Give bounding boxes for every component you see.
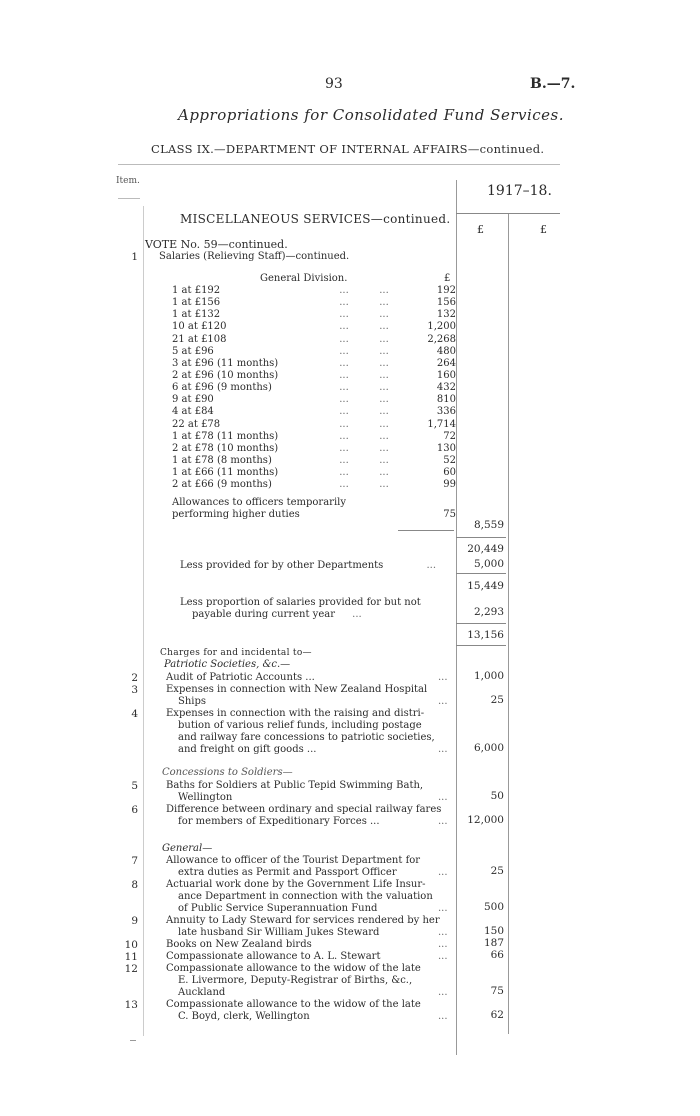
salary-row-value: 432	[436, 382, 456, 394]
leader-dots: ...	[379, 442, 389, 454]
leader-dots: ...	[438, 672, 448, 683]
total-amount: 20,449	[467, 543, 504, 555]
salary-row	[172, 479, 456, 491]
item-amount: 150	[483, 925, 504, 937]
item-description-line: and freight on gift goods ...	[178, 744, 317, 755]
item-description-line: Books on New Zealand birds	[166, 939, 312, 950]
item-number: 12	[124, 963, 138, 975]
salary-row	[172, 443, 456, 455]
footer-mark	[130, 1040, 136, 1041]
salary-row-label: 1 at £78 (8 months)	[172, 454, 272, 466]
leader-dots: ...	[438, 939, 448, 950]
leader-dots: ...	[438, 987, 448, 998]
salary-row	[172, 358, 456, 370]
leader-dots: ...	[438, 744, 448, 755]
salary-row-value: 156	[436, 297, 456, 309]
item-description-line: Audit of Patriotic Accounts ...	[166, 672, 315, 683]
total-rule	[456, 537, 506, 538]
document-code: B.—7.	[530, 76, 576, 92]
item-amount: 6,000	[473, 742, 504, 754]
leader-dots: ...	[379, 418, 389, 430]
item-number: 2	[131, 672, 138, 684]
general-heading: General—	[162, 843, 213, 854]
item-number: 6	[131, 804, 138, 816]
concessions-heading: Concessions to Soldiers—	[162, 767, 293, 778]
patriotic-heading: Patriotic Societies, &c.—	[164, 659, 291, 670]
salary-row-label: 21 at £108	[172, 333, 227, 345]
leader-dots: ...	[339, 406, 349, 418]
item-description-line: Expenses in connection with New Zealand Hospital	[166, 684, 428, 695]
item-underline	[118, 198, 140, 199]
leader-dots: ...	[339, 369, 349, 381]
salary-row-value: 72	[443, 430, 456, 442]
less-other-departments-amount: 5,000	[473, 558, 504, 570]
leader-dots: ...	[379, 309, 389, 321]
salary-row	[172, 382, 456, 394]
salary-row-value: 192	[436, 285, 456, 296]
leader-dots: ...	[379, 345, 389, 357]
leader-dots: ...	[438, 867, 448, 878]
item-description-line: Compassionate allowance to the widow of the late	[166, 999, 421, 1010]
item-description-line: Baths for Soldiers at Public Tepid Swimming Bath,	[166, 780, 424, 791]
item-description-line: C. Boyd, clerk, Wellington	[178, 1011, 310, 1022]
item-description-line: late husband Sir William Jukes Steward	[178, 927, 380, 938]
net2-rule	[456, 623, 506, 624]
salary-row-label: 2 at £96 (10 months)	[172, 369, 279, 381]
item-number: 11	[124, 951, 138, 963]
item-number: 13	[124, 999, 138, 1011]
item-description-line: Ships	[178, 696, 207, 707]
item-column-rule	[143, 206, 144, 1036]
pound-column-a: £	[477, 223, 484, 236]
amount-column-rule-mid	[508, 214, 509, 1034]
leader-dots: ...	[379, 454, 389, 466]
salary-row-value: 60	[443, 467, 456, 479]
salary-row	[172, 419, 456, 431]
salary-row-label: 6 at £96 (9 months)	[172, 382, 272, 394]
item-number: 4	[131, 708, 138, 720]
salary-row-value: 264	[436, 357, 456, 369]
section-title: MISCELLANEOUS SERVICES—continued.	[180, 212, 451, 226]
item-description-line: Actuarial work done by the Government Life Insur-	[166, 879, 426, 890]
leader-dots: ...	[379, 357, 389, 369]
salary-row-value: 1,714	[427, 418, 456, 430]
salary-row-label: 1 at £78 (11 months)	[172, 430, 279, 442]
leader-dots: ...	[339, 394, 349, 406]
salary-row-label: 22 at £78	[172, 418, 221, 430]
leader-dots: ...	[339, 285, 349, 296]
amount-column-rule-left	[456, 180, 457, 1055]
salary-row-value: 2,268	[427, 333, 456, 345]
leader-dots: ...	[438, 903, 448, 914]
item-amount: 62	[490, 1009, 504, 1021]
item-number: 10	[124, 939, 138, 951]
item-amount: 1,000	[473, 670, 504, 682]
less-proportion-amount: 2,293	[473, 606, 504, 618]
item-number: 7	[131, 855, 138, 867]
salary-row-value: 132	[436, 309, 456, 321]
salary-row	[172, 455, 456, 467]
item-number: 9	[131, 915, 138, 927]
vote-heading: VOTE No. 59—continued.	[145, 238, 288, 251]
salary-row-label: 2 at £78 (10 months)	[172, 442, 279, 454]
page-title: Appropriations for Consolidated Fund Services.	[178, 106, 565, 124]
leader-dots: ...	[379, 285, 389, 296]
leader-dots: ...	[379, 430, 389, 442]
item-amount: 187	[483, 937, 504, 949]
less-proportion-line1: Less proportion of salaries provided for but not	[180, 597, 421, 608]
leader-dots: ...	[339, 345, 349, 357]
salaries-heading: Salaries (Relieving Staff)—continued.	[159, 251, 350, 262]
item-description-line: Expenses in connection with the raising and distri-	[166, 708, 425, 719]
leader-dots: ...	[339, 442, 349, 454]
item-description-line: Annuity to Lady Steward for services rendered by her	[166, 915, 440, 926]
salary-row-label: 5 at £96	[172, 345, 214, 357]
item-description-line: Wellington	[178, 792, 233, 803]
salary-row-label: 10 at £120	[172, 321, 227, 333]
leader-dots: ...	[339, 382, 349, 394]
item-amount: 50	[490, 790, 504, 802]
leader-dots: ...	[379, 406, 389, 418]
salary-row-label: 9 at £90	[172, 394, 214, 406]
item-amount: 12,000	[467, 814, 504, 826]
leader-dots: ...	[339, 479, 349, 491]
salary-row-value: 99	[443, 479, 456, 491]
item-amount: 500	[483, 901, 504, 913]
salary-row-label: 3 at £96 (11 months)	[172, 357, 279, 369]
year-heading: 1917–18.	[487, 183, 552, 199]
pound-column-b: £	[540, 223, 547, 236]
leader-dots: ...	[438, 1011, 448, 1022]
leader-dots: ...	[438, 951, 448, 962]
leader-dots: ...	[379, 369, 389, 381]
salary-row	[172, 431, 456, 443]
item-description-line: Difference between ordinary and special railway fares	[166, 804, 442, 815]
item-description-line: of Public Service Superannuation Fund	[178, 903, 378, 914]
salary-row-value: 130	[436, 442, 456, 454]
amount-header-rule	[456, 213, 560, 214]
salary-row-value: 336	[436, 406, 456, 418]
item-number: 1	[131, 251, 138, 263]
leader-dots: ...	[339, 309, 349, 321]
subtotal-amount: 8,559	[473, 519, 504, 531]
leader-dots: ...	[339, 333, 349, 345]
leader-dots: ...	[339, 430, 349, 442]
leader-dots: ...	[379, 333, 389, 345]
page-number: 93	[325, 76, 343, 92]
charges-heading: Charges for and incidental to—	[160, 648, 312, 658]
header-rule	[118, 164, 560, 165]
leader-dots: ...	[379, 382, 389, 394]
class-title: CLASS IX.—DEPARTMENT OF INTERNAL AFFAIRS—continued.	[151, 142, 545, 156]
leader-dots: ...	[379, 479, 389, 491]
inner-pound-column: £	[444, 273, 451, 284]
item-description-line: Auckland	[178, 987, 226, 998]
net2-amount: 13,156	[467, 629, 504, 641]
salary-row-label: 1 at £156	[172, 297, 221, 309]
item-description-line: Compassionate allowance to the widow of the late	[166, 963, 421, 974]
item-amount: 25	[490, 694, 504, 706]
leader-dots: ...	[339, 297, 349, 309]
net1-amount: 15,449	[467, 580, 504, 592]
item-number: 5	[131, 780, 138, 792]
leader-dots: ...	[379, 321, 389, 333]
salary-row-value: 52	[443, 454, 456, 466]
net2-underline	[456, 645, 506, 646]
salary-row-value: 160	[436, 369, 456, 381]
leader-dots: ...	[339, 454, 349, 466]
salary-row	[172, 297, 456, 309]
item-description-line: Allowance to officer of the Tourist Department for	[166, 855, 421, 866]
item-description-line: for members of Expeditionary Forces ...	[178, 816, 380, 827]
net1-rule	[456, 573, 506, 574]
leader-dots: ...	[379, 394, 389, 406]
leader-dots: ...	[379, 297, 389, 309]
salary-row-label: 4 at £84	[172, 406, 214, 418]
less-other-departments: Less provided for by other Departments ...	[180, 560, 437, 571]
salary-row	[172, 285, 456, 297]
salary-row-value: 810	[436, 394, 456, 406]
salary-row	[172, 467, 456, 479]
leader-dots: ...	[339, 467, 349, 479]
item-description-line: E. Livermore, Deputy-Registrar of Births, &c.,	[178, 975, 413, 986]
salary-row-value: 1,200	[427, 321, 456, 333]
salary-row-value: 480	[436, 345, 456, 357]
item-column-label: Item.	[116, 176, 140, 186]
salary-row	[172, 406, 456, 418]
salary-row	[172, 334, 456, 346]
item-description-line: extra duties as Permit and Passport Officer	[178, 867, 397, 878]
leader-dots: ...	[339, 357, 349, 369]
item-description-line: and railway fare concessions to patriotic societies,	[178, 732, 435, 743]
salary-row	[172, 370, 456, 382]
subtotal-rule	[398, 530, 454, 531]
salary-row-label: 2 at £66 (9 months)	[172, 479, 272, 491]
item-number: 3	[131, 684, 138, 696]
less-proportion-line2: payable during current year ...	[192, 609, 362, 620]
item-amount: 25	[490, 865, 504, 877]
leader-dots: ...	[438, 696, 448, 707]
item-amount: 66	[490, 949, 504, 961]
salary-row	[172, 346, 456, 358]
item-description-line: bution of various relief funds, including postage	[178, 720, 422, 731]
leader-dots: ...	[379, 467, 389, 479]
division-heading: General Division.	[260, 273, 348, 284]
leader-dots: ...	[438, 816, 448, 827]
allowances-text: Allowances to officers temporarily performing higher duties	[172, 497, 346, 520]
leader-dots: ...	[339, 418, 349, 430]
salary-row-label: 1 at £192	[172, 285, 221, 296]
allowances-value: 75	[443, 509, 456, 520]
leader-dots: ...	[438, 927, 448, 938]
salary-row	[172, 321, 456, 333]
item-description-line: ance Department in connection with the valuation	[178, 891, 433, 902]
salary-rows	[172, 285, 456, 491]
item-description-line: Compassionate allowance to A. L. Stewart	[166, 951, 381, 962]
leader-dots: ...	[438, 792, 448, 803]
salary-row	[172, 394, 456, 406]
leader-dots: ...	[339, 321, 349, 333]
salary-row-label: 1 at £132	[172, 309, 221, 321]
item-amount: 75	[490, 985, 504, 997]
salary-row-label: 1 at £66 (11 months)	[172, 467, 279, 479]
item-number: 8	[131, 879, 138, 891]
salary-row	[172, 309, 456, 321]
